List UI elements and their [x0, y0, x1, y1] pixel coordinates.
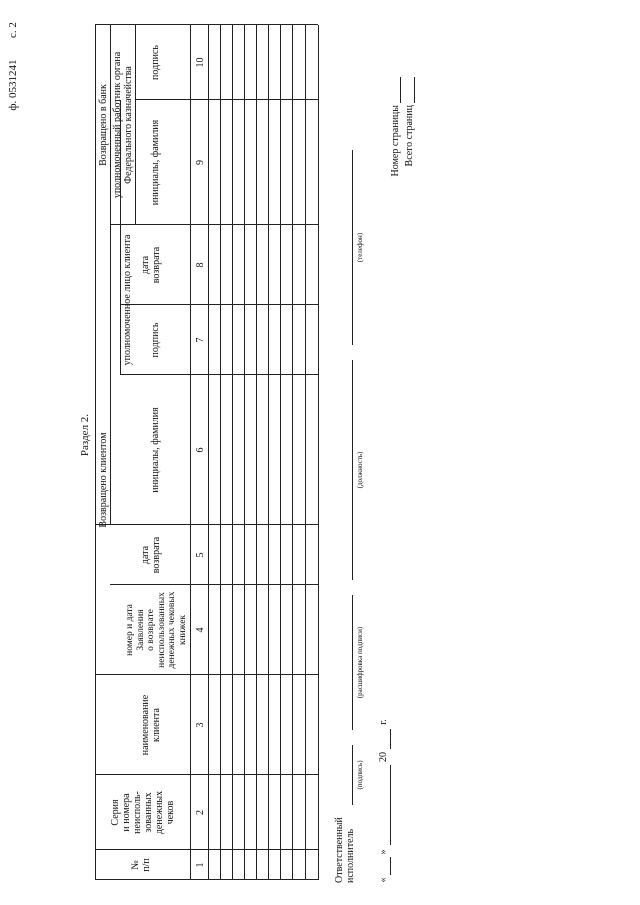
pages-total-label: Всего страниц [404, 105, 415, 167]
date-day-line [390, 857, 391, 875]
caption-signature: (подпись) [356, 760, 364, 790]
subgroup-client-person: уполномоченное лицо клиента [122, 234, 133, 366]
col-number-7: 7 [195, 337, 206, 343]
col-header-client-name: наименование клиента [140, 694, 162, 756]
decoding-line [352, 595, 353, 730]
col-number-2: 2 [195, 810, 206, 815]
col-number-3: 3 [195, 722, 206, 728]
position-line [352, 360, 353, 580]
date-open-quote: « [378, 877, 389, 883]
col-number-4: 4 [195, 627, 206, 633]
col-header-bank-return-date: дата возврата [140, 246, 162, 284]
col-header-client-initials: инициалы, фамилия [150, 407, 161, 493]
col-header-bank-initials: инициалы, фамилия [150, 119, 161, 206]
form-code: ф. 0531241 [7, 59, 19, 111]
col-number-8: 8 [195, 262, 206, 268]
date-close-quote: » [378, 849, 389, 855]
col-header-client-signature: подпись [150, 322, 161, 358]
col-number-6: 6 [195, 447, 206, 453]
page-number-label: Номер страницы [390, 105, 401, 177]
responsible-label: Ответственный исполнитель [334, 817, 356, 883]
subgroup-treasury-worker: уполномоченный работник органа Федерального казначейства [112, 51, 134, 199]
col-header-bank-signature: подпись [150, 45, 161, 80]
col-header-num: № п/п [130, 858, 152, 872]
col-header-series: Серия и номера неисполь- зованных денежных чеков [110, 790, 176, 835]
date-year-prefix: 20 [378, 752, 389, 762]
caption-position: (должность) [356, 451, 364, 489]
col-number-10: 10 [195, 57, 206, 68]
date-year-suffix: г. [378, 719, 389, 725]
section-title: Раздел 2. [79, 413, 91, 457]
caption-phone: (телефон) [356, 232, 364, 263]
col-header-application: номер и дата Заявления о возврате неиспользованных денежных чековых книжек [125, 591, 188, 669]
pages-total-line [414, 77, 415, 103]
col-number-1: 1 [195, 862, 206, 868]
col-number-9: 9 [195, 160, 206, 165]
signature-line [352, 745, 353, 805]
date-year-line [390, 729, 391, 749]
caption-decoding: (расшифровка подписи) [356, 626, 364, 699]
page-number-line [400, 77, 401, 103]
form-page: с. 2 [7, 22, 19, 38]
phone-line [352, 150, 353, 345]
col-number-5: 5 [195, 552, 206, 558]
col-header-client-return-date: дата возврата [140, 536, 162, 574]
group-returned-by-client: Возвращено клиентом [98, 432, 109, 528]
group-returned-to-bank: Возвращено в банк [98, 84, 109, 166]
date-month-line [390, 765, 391, 845]
